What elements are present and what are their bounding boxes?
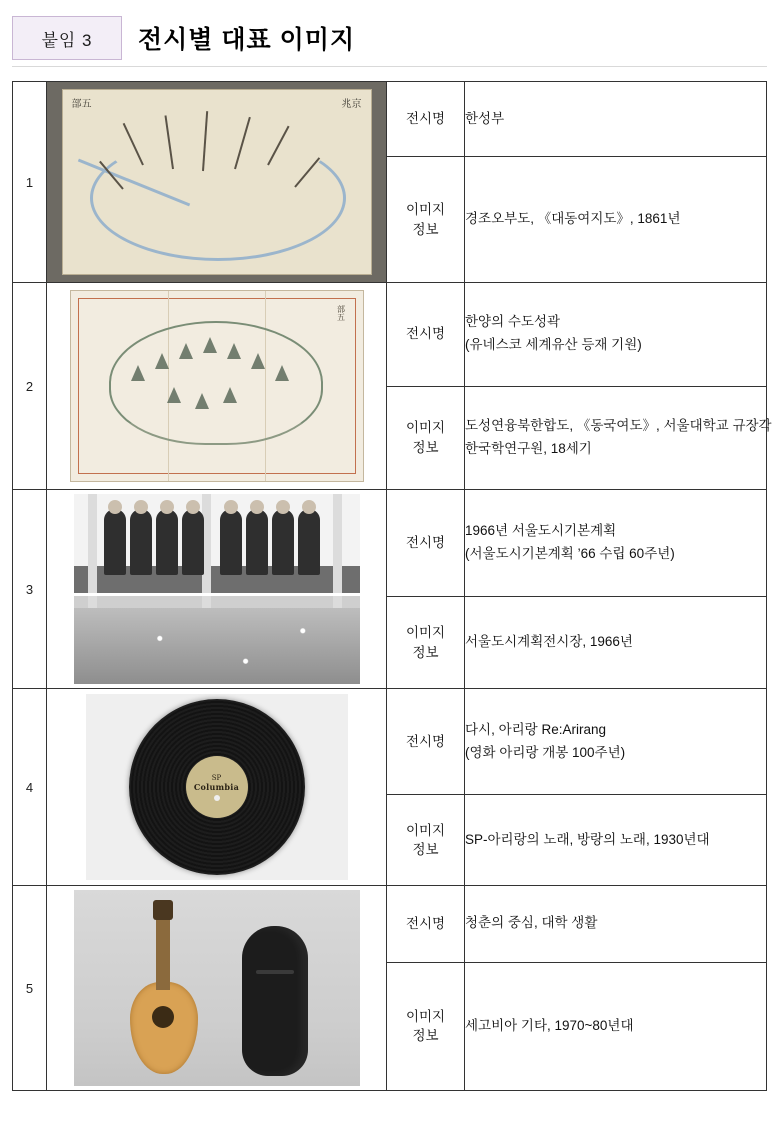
text-line: 정보 <box>412 644 439 660</box>
field-label-title: 전시명 <box>387 689 465 795</box>
exhibition-image <box>47 283 387 490</box>
field-label-info <box>387 157 465 283</box>
sp-record <box>129 699 305 875</box>
mountain <box>195 393 209 409</box>
exhibition-title <box>465 689 767 795</box>
field-label-title: 전시명 <box>387 490 465 597</box>
text-line: 이미지 <box>405 420 446 436</box>
map-corner-right-label: 兆京 <box>341 99 362 110</box>
photo-backdrop <box>74 890 360 1086</box>
table-row <box>13 283 767 387</box>
page-title: 전시별 대표 이미지 <box>138 26 356 54</box>
text-line: 정보 <box>412 1028 439 1044</box>
vinyl-record-image <box>47 689 386 885</box>
document-page <box>0 16 779 1136</box>
text-line: 이미지 <box>405 822 446 838</box>
text-line: 이미지 <box>405 1008 446 1024</box>
visitor <box>130 509 152 575</box>
guitar-headstock <box>153 900 173 920</box>
text-line: 1966년 서울도시기본계획 <box>465 523 617 539</box>
mountain <box>131 365 145 381</box>
record-label-brand: Columbia <box>193 781 240 792</box>
visitor <box>272 509 294 575</box>
text-line: 이미지 <box>405 201 446 217</box>
field-label-title: 전시명 <box>387 283 465 387</box>
guitar-neck <box>156 916 170 990</box>
text-line: 이미지 <box>405 625 446 641</box>
field-label-info <box>387 795 465 886</box>
image-info <box>465 157 767 283</box>
mountain <box>223 387 237 403</box>
text-line: SP-아리랑의 노래, 방랑의 노래, 1930년대 <box>465 831 710 847</box>
text-line: 정보 <box>412 842 439 858</box>
document-header <box>12 16 767 60</box>
old-map-image <box>47 82 386 282</box>
text-line: 다시, 아리랑 Re:Arirang <box>465 721 606 737</box>
exhibition-image <box>47 689 387 886</box>
photo-backdrop <box>86 694 348 880</box>
table-row <box>13 82 767 157</box>
visitor <box>104 509 126 575</box>
row-number: 4 <box>13 689 47 886</box>
text-line: 한양의 수도성곽 <box>465 314 561 330</box>
mountain <box>227 343 241 359</box>
visitor <box>298 509 320 575</box>
field-label-info <box>387 962 465 1090</box>
text-line: 세고비아 기타, 1970~80년대 <box>465 1017 634 1033</box>
text-line: 정보 <box>412 439 439 455</box>
mountain <box>167 387 181 403</box>
mountain <box>275 365 289 381</box>
text-line: 정보 <box>412 221 439 237</box>
image-info <box>465 386 772 490</box>
field-label-title: 전시명 <box>387 82 465 157</box>
text-line: (영화 아리랑 개봉 100주년) <box>465 744 626 760</box>
city-model <box>74 608 360 684</box>
image-info <box>465 795 767 886</box>
record-spindle-hole <box>214 795 220 801</box>
exhibition-title <box>465 490 767 597</box>
field-label-title: 전시명 <box>387 886 465 963</box>
text-line: 경조오부도, 《대동여지도》, 1861년 <box>465 211 681 227</box>
table-row <box>13 689 767 795</box>
visitor <box>156 509 178 575</box>
field-label-info <box>387 386 465 490</box>
mountain <box>179 343 193 359</box>
exhibition-image <box>47 82 387 283</box>
mountain <box>203 337 217 353</box>
map-paper <box>70 290 364 482</box>
visitor <box>246 509 268 575</box>
row-number: 3 <box>13 490 47 689</box>
exhibition-image <box>47 490 387 689</box>
folding-map-book-image <box>47 283 386 489</box>
exhibition-image <box>47 886 387 1091</box>
guitar-and-case-image <box>47 886 386 1090</box>
text-line: (유네스코 세계유산 등재 기원) <box>465 337 642 353</box>
photograph <box>74 494 360 684</box>
field-label-info <box>387 597 465 689</box>
map-river-line <box>90 135 346 261</box>
header-divider <box>12 66 767 67</box>
text-line: (서울도시기본계획 ’66 수립 60주년) <box>465 546 675 562</box>
handrail <box>74 593 360 596</box>
image-info <box>465 962 767 1090</box>
image-info <box>465 597 767 689</box>
map-corner-left-label: 部五 <box>71 99 92 110</box>
record-label-sub: SP <box>211 773 222 782</box>
attachment-tag: 붙임 3 <box>12 16 122 60</box>
exhibition-title <box>465 283 767 387</box>
mountain <box>251 353 265 369</box>
table-row <box>13 886 767 963</box>
table-row <box>13 490 767 597</box>
exhibition-title <box>465 886 767 963</box>
text-line: 한국학연구원, 18세기 <box>465 440 592 456</box>
acoustic-guitar-body <box>130 982 198 1074</box>
visitor <box>220 509 242 575</box>
row-number: 5 <box>13 886 47 1091</box>
guitar-case <box>242 926 308 1076</box>
row-number: 2 <box>13 283 47 490</box>
text-line: 도성연융북한합도, 《동국여도》, 서울대학교 규장각 <box>465 417 772 433</box>
map-title-text: 部五 <box>336 305 346 321</box>
urban-plan-photo-image <box>47 490 386 688</box>
visitor <box>182 509 204 575</box>
mountain <box>155 353 169 369</box>
row-number: 1 <box>13 82 47 283</box>
text-line: 한성부 <box>465 110 505 126</box>
text-line: 서울도시계획전시장, 1966년 <box>465 634 633 650</box>
exhibition-image-table <box>12 81 772 1091</box>
exhibition-title <box>465 82 767 157</box>
text-line: 청춘의 중심, 대학 생활 <box>465 915 598 931</box>
record-label <box>186 756 248 818</box>
map-paper <box>62 89 372 275</box>
